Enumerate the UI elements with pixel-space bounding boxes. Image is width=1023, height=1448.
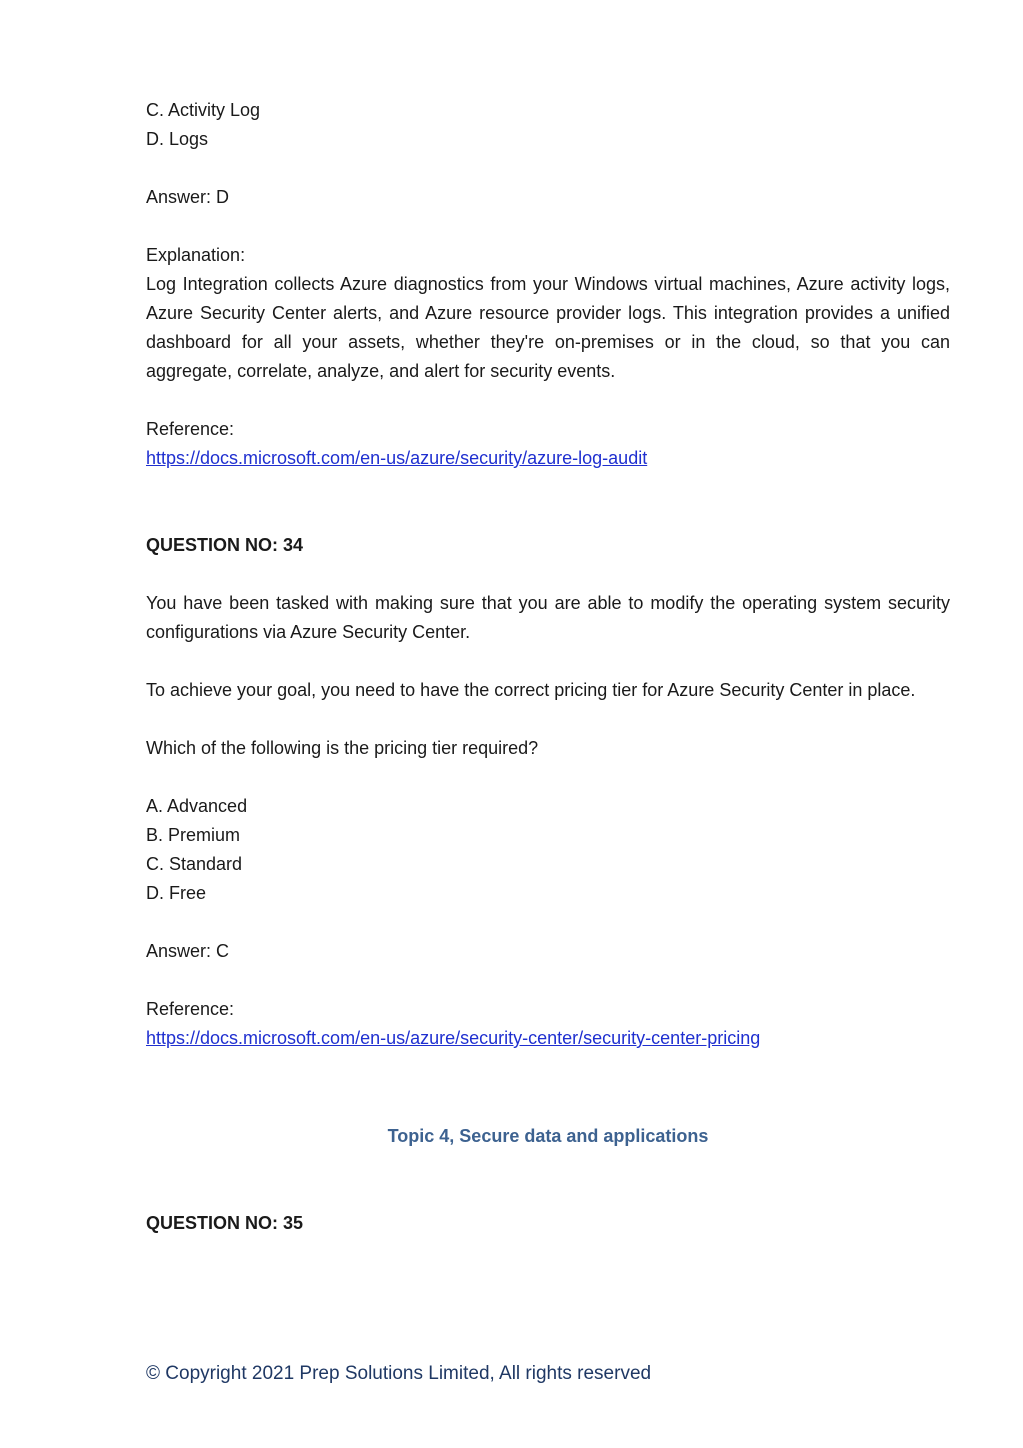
topic-heading: Topic 4, Secure data and applications [387,1126,709,1146]
q33-option-c: C. Activity Log [146,100,261,120]
document-page [146,0,950,1448]
q35-heading: QUESTION NO: 35 [146,1213,304,1233]
q33-answer: Answer: D [146,187,230,207]
q34-option-c: C. Standard [146,854,243,874]
q34-question-text: You have been tasked with making sure that you are able to modify the operating system security configurations via Azure Security Center. [146,593,950,642]
q33-explanation-label: Explanation: [146,245,246,265]
q34-reference-label: Reference: [146,999,235,1019]
q34-reference-link[interactable]: https://docs.microsoft.com/en-us/azure/security-center/security-center-pricing [146,1028,761,1048]
q34-question-prompt: Which of the following is the pricing tier required? [146,738,539,758]
footer-copyright: © Copyright 2021 Prep Solutions Limited, All rights reserved [146,1363,652,1384]
q34-option-d: D. Free [146,883,207,903]
q34-option-a: A. Advanced [146,796,248,816]
q33-option-d: D. Logs [146,129,209,149]
q34-question-text-2: To achieve your goal, you need to have the correct pricing tier for Azure Security Center in place. [146,680,916,700]
q34-answer: Answer: C [146,941,230,961]
q33-reference-label: Reference: [146,419,235,439]
q34-option-b: B. Premium [146,825,241,845]
q33-reference-link[interactable]: https://docs.microsoft.com/en-us/azure/security/azure-log-audit [146,448,648,468]
q33-explanation-text: Log Integration collects Azure diagnostics from your Windows virtual machines, Azure activity logs, Azure Security Center alerts, and Azure resource provider logs. This integration provides a unified dashboard for all your assets, whether they're on-premises or in the cloud, so that you can aggregate, correlate, analyze, and alert for security events. [146,274,950,381]
q34-heading: QUESTION NO: 34 [146,535,304,555]
